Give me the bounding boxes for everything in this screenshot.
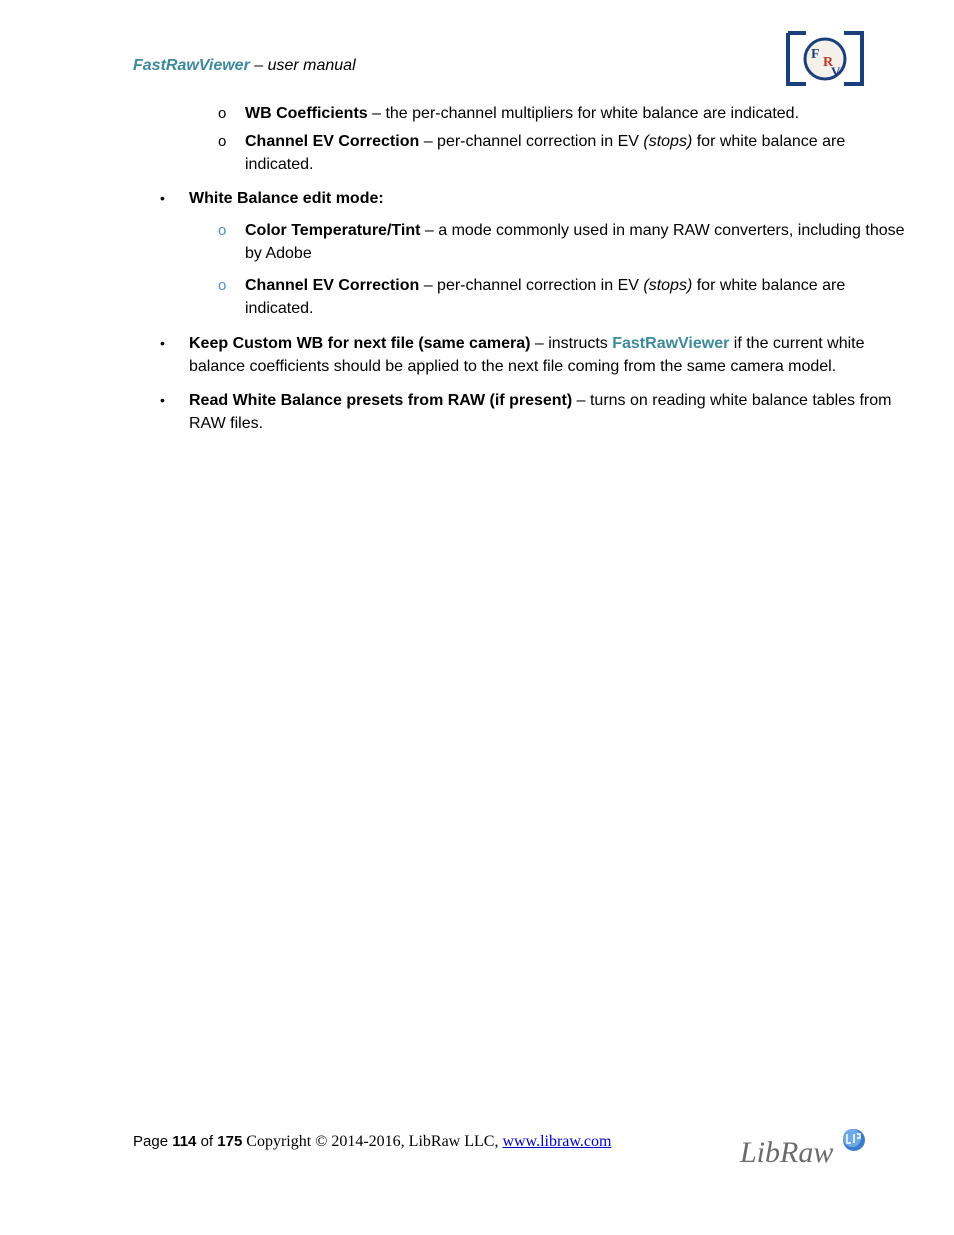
item-text: if the current white balance coefficients should be applied to the next file coming from the same camera model. — [189, 335, 865, 375]
item-term: Keep Custom WB for next file (same camera) — [189, 335, 531, 352]
list-item — [245, 274, 905, 320]
libraw-logo-text: LibRaw — [740, 1136, 834, 1169]
app-name-inline: FastRawViewer — [612, 335, 730, 352]
item-term: Channel EV Correction — [245, 133, 420, 150]
list-marker: o — [218, 133, 227, 150]
item-term: Channel EV Correction — [245, 277, 420, 294]
item-text: for white balance are indicated. — [245, 277, 846, 317]
item-term: Color Temperature/Tint — [245, 222, 421, 239]
of-label: of — [196, 1133, 218, 1150]
libraw-logo-icon — [738, 1126, 868, 1170]
frv-logo-letter-v: V — [831, 64, 841, 79]
page-footer — [133, 1133, 611, 1151]
item-text: – instructs — [530, 335, 613, 352]
website-link[interactable]: www.libraw.com — [502, 1133, 612, 1150]
list-marker: o — [218, 105, 227, 122]
list-marker: o — [218, 222, 227, 239]
item-text: – the per-channel multipliers for white balance are indicated. — [367, 105, 800, 122]
frv-logo-icon — [786, 31, 864, 86]
item-italic: (stops) — [643, 277, 693, 294]
item-term: WB Coefficients — [245, 105, 368, 122]
item-italic: (stops) — [643, 133, 693, 150]
running-header — [133, 57, 356, 75]
list-item — [189, 389, 905, 435]
item-text: – turns on reading white balance tables from RAW files. — [189, 392, 892, 432]
page-label: Page — [133, 1133, 173, 1150]
header-suffix: – user manual — [249, 57, 356, 74]
list-item — [245, 130, 905, 176]
item-text: – a mode commonly used in many RAW converters, including those by Adobe — [245, 222, 905, 262]
item-text: for white balance are indicated. — [245, 133, 846, 173]
frv-logo-letter-r: R — [823, 55, 834, 70]
list-item — [245, 102, 905, 125]
bullet-marker: • — [160, 190, 165, 206]
item-term: White Balance edit mode: — [189, 190, 384, 207]
copyright-text: Copyright © 2014-2016, LibRaw LLC, — [242, 1133, 503, 1150]
page-number: 114 — [172, 1133, 197, 1150]
item-term: Read White Balance presets from RAW (if present) — [189, 392, 573, 409]
list-item — [189, 187, 905, 210]
bullet-marker: • — [160, 335, 165, 351]
header-app-name: FastRawViewer — [133, 57, 250, 74]
bullet-marker: • — [160, 392, 165, 408]
item-text: – per-channel correction in EV — [419, 133, 644, 150]
frv-logo-letter-f: F — [811, 47, 820, 62]
page-total: 175 — [217, 1133, 243, 1150]
list-item — [245, 219, 905, 265]
list-marker: o — [218, 277, 227, 294]
list-item — [189, 332, 905, 378]
item-text: – per-channel correction in EV — [419, 277, 644, 294]
